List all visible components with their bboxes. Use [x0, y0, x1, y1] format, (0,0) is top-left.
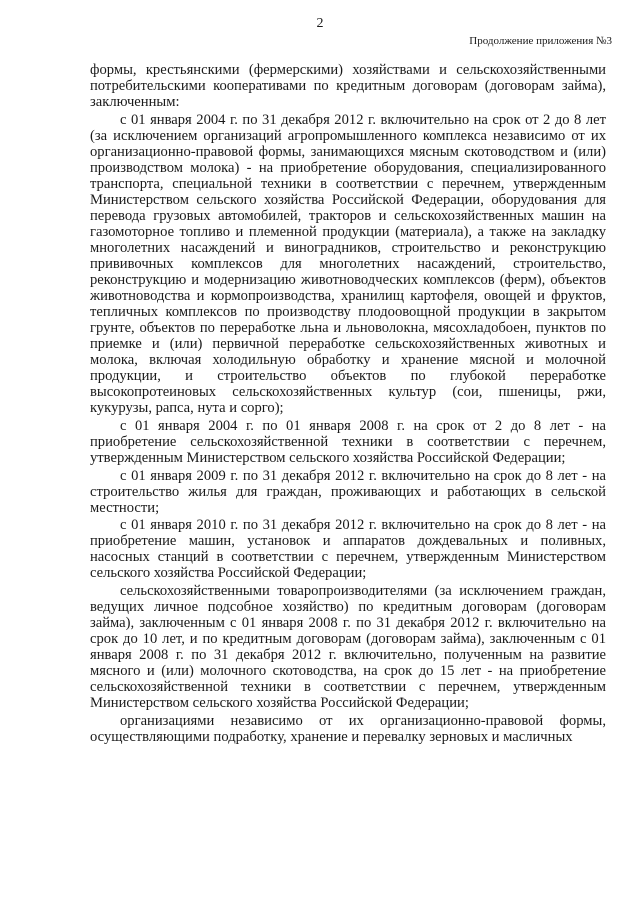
paragraph: с 01 января 2004 г. по 31 декабря 2012 г. включительно на срок от 2 до 8 лет (за исключением организаций агропромышленного комплекса независимо от их организационно-правовой формы, занимающихся мясным скотоводством и (или) производством молока) - на приобретение оборудования, специализированного транспорта, специальной техники в соответствии с перечнем, утвержденным Министерством сельского хозяйства Российской Федерации, оборудования для перевода грузовых автомобилей, тракторов и сельскохозяйственных машин на газомоторное топливо и племенной продукции (материала), а также на закладку многолетних насаждений и виноградников, строительство и реконструкцию прививочных комплексов для многолетних насаждений, строительство, реконструкцию и модернизацию животноводческих комплексов (ферм), объектов животноводства и кормопроизводства, хранилищ картофеля, овощей и фруктов, тепличных комплексов по производству плодоовощной продукции в закрытом грунте, объектов по переработке льна и льноволокна, мясохладобоен, пунктов по приемке и (или) первичной переработке сельскохозяйственных животных и молока, включая холодильную обработку и хранение мясной и молочной продукции, и строительство объектов по глубокой переработке высокопротеиновых сельскохозяйственных культур (сои, пшеницы, ржи, кукурузы, рапса, нута и сорго);	[90, 111, 606, 417]
appendix-continuation-label: Продолжение приложения №3	[469, 35, 612, 47]
paragraph: с 01 января 2010 г. по 31 декабря 2012 г. включительно на срок до 8 лет - на приобретение машин, установок и аппаратов дождевальных и поливных, насосных станций в соответствии с перечнем, утвержденным Министерством сельского хозяйства Российской Федерации;	[90, 517, 606, 582]
page-number: 2	[316, 16, 324, 31]
paragraph: сельскохозяйственными товаропроизводителями (за исключением граждан, ведущих личное подсобное хозяйство) по кредитным договорам (договорам займа), заключенным с 01 января 2008 г. по 31 декабря 2012 г. включительно на срок до 10 лет, и по кредитным договорам (договорам займа), заключенным с 01 января 2008 г. по 31 декабря 2012 г. включительно, полученным на развитие мясного и (или) молочного скотоводства, на срок до 15 лет - на приобретение сельскохозяйственной техники в соответствии с перечнем, утвержденным Министерством сельского хозяйства Российской Федерации;	[90, 583, 606, 712]
paragraph: организациями независимо от их организационно-правовой формы, осуществляющими подработку, хранение и перевалку зерновых и масличных	[90, 712, 606, 745]
paragraph: формы, крестьянскими (фермерскими) хозяйствами и сельскохозяйственными потребительскими кооперативами по кредитным договорам (договорам займа), заключенным:	[90, 62, 606, 111]
paragraph: с 01 января 2009 г. по 31 декабря 2012 г. включительно на срок до 8 лет - на строительство жилья для граждан, проживающих и работающих в сельской местности;	[90, 467, 606, 516]
paragraph: с 01 января 2004 г. по 01 января 2008 г. на срок от 2 до 8 лет - на приобретение сельскохозяйственной техники в соответствии с перечнем, утвержденным Министерством сельского хозяйства Российской Федерации;	[90, 418, 606, 467]
body-text	[90, 62, 606, 746]
